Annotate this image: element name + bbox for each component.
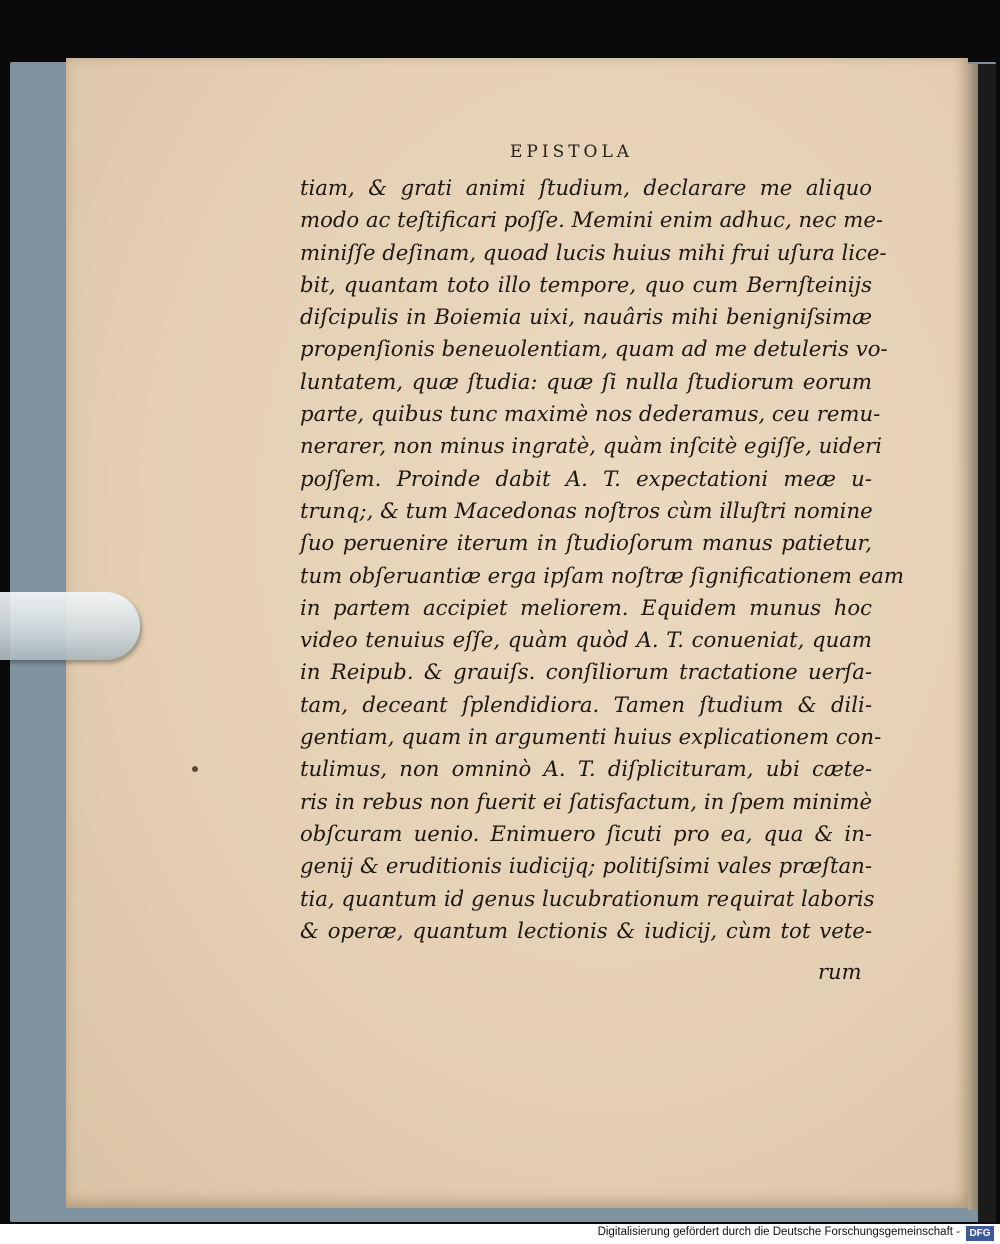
text-line: video tenuius eſſe, quàm quòd A. T. conueniat, quam bbox=[300, 627, 872, 653]
text-line: gentiam, quam in argumenti huius explicationem con- bbox=[300, 724, 882, 750]
dfg-logo: DFG bbox=[966, 1226, 994, 1241]
page-edge bbox=[968, 64, 978, 1210]
body-text bbox=[300, 172, 904, 947]
text-line: obſcuram uenio. Enimuero ſicuti pro ea, qua & in- bbox=[300, 820, 872, 846]
running-head: EPISTOLA bbox=[510, 142, 634, 162]
catchword: rum bbox=[818, 960, 862, 984]
text-line: tiam, & grati animi ſtudium, declarare me aliquo bbox=[300, 175, 872, 200]
text-line: tulimus, non omninò A. T. diſplicituram, ubi cæte- bbox=[300, 756, 872, 782]
text-line: ſuo peruenire iterum in ſtudioſorum manus patietur, bbox=[300, 530, 872, 556]
text-line: bit, quantam toto illo tempore, quo cum Bernſteinijs bbox=[300, 271, 872, 297]
text-line: nerarer, non minus ingratè, quàm inſcitè egiſſe, uideri bbox=[300, 433, 883, 459]
text-line: tam, deceant ſplendidiora. Tamen ſtudium & dili- bbox=[300, 691, 872, 717]
text-line: tum obſeruantiæ erga ipſam noſtræ ſignificationem eam bbox=[300, 562, 904, 588]
text-line: propenſionis beneuolentiam, quam ad me detuleris vo- bbox=[300, 336, 888, 362]
text-line: luntatem, quæ ſtudia: quæ ſi nulla ſtudiorum eorum bbox=[300, 368, 872, 394]
text-line: diſcipulis in Boiemia uixi, nauâris mihi benigniſsimæ bbox=[300, 304, 872, 330]
text-line: modo ac teſtificari poſſe. Memini enim adhuc, nec me- bbox=[300, 207, 884, 233]
text-line: genij & eruditionis iudicijq; politiſsimi vales præſtan- bbox=[300, 853, 872, 879]
text-line: poſſem. Proinde dabit A. T. expectationi meæ u- bbox=[300, 465, 872, 491]
text-line: miniſſe deſinam, quoad lucis huius mihi frui uſura lice- bbox=[300, 239, 887, 265]
footer-credit: Digitalisierung gefördert durch die Deutsche Forschungsgemeinschaft - bbox=[597, 1226, 960, 1238]
page-shadow bbox=[978, 64, 996, 1222]
ink-spot bbox=[192, 766, 198, 772]
text-line: in partem accipiet meliorem. Equidem munus hoc bbox=[300, 594, 872, 620]
text-line: parte, quibus tunc maximè nos dederamus, ceu remu- bbox=[300, 401, 881, 427]
text-line: & operæ, quantum lectionis & iudicij, cùm tot vete- bbox=[300, 917, 872, 943]
text-line: in Reipub. & grauiſs. conſiliorum tractatione uerſa- bbox=[300, 659, 872, 685]
text-line: trunq;, & tum Macedonas noſtros cùm illuſtri nomine bbox=[300, 497, 873, 523]
text-line: tia, quantum id genus lucubrationum requirat laboris bbox=[300, 885, 875, 911]
page-holder-clip bbox=[0, 592, 140, 660]
text-line: ris in rebus non fuerit ei ſatisfactum, in ſpem minimè bbox=[300, 788, 872, 814]
